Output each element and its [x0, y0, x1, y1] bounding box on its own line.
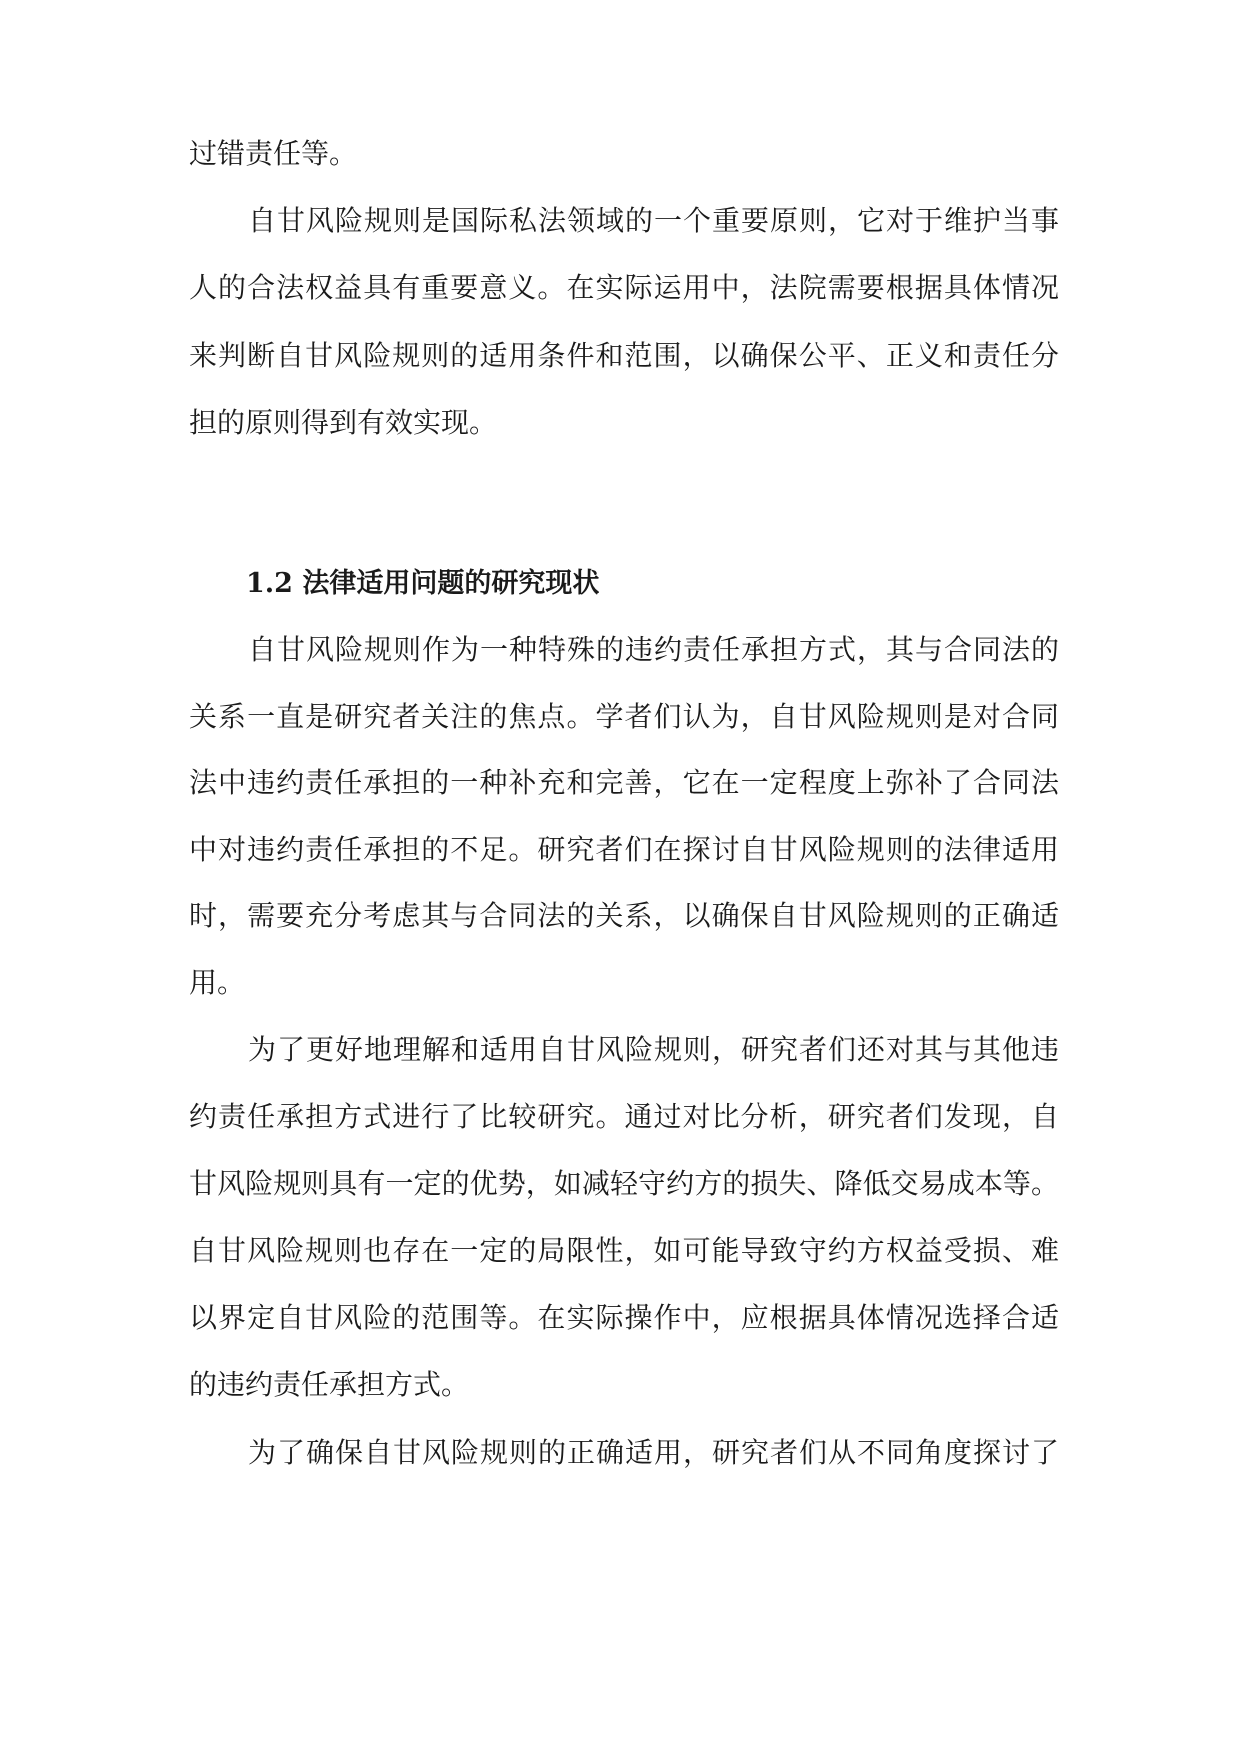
body-text-line: 人的合法权益具有重要意义。在实际运用中，法院需要根据具体情况	[189, 271, 1059, 304]
body-text-line: 自甘风险规则是国际私法领域的一个重要原则，它对于维护当事	[248, 204, 1059, 237]
section-heading: 1.2 法律适用问题的研究现状	[246, 568, 600, 599]
body-text-line: 担的原则得到有效实现。	[189, 406, 498, 439]
body-text-line: 来判断自甘风险规则的适用条件和范围，以确保公平、正义和责任分	[189, 339, 1059, 372]
body-text-line: 为了更好地理解和适用自甘风险规则，研究者们还对其与其他违	[248, 1033, 1059, 1066]
body-text-line: 为了确保自甘风险规则的正确适用，研究者们从不同角度探讨了	[248, 1436, 1059, 1469]
body-text-line: 自甘风险规则也存在一定的局限性，如可能导致守约方权益受损、难	[189, 1234, 1059, 1267]
body-text-line: 自甘风险规则作为一种特殊的违约责任承担方式，其与合同法的	[248, 633, 1059, 666]
body-text-line: 甘风险规则具有一定的优势，如减轻守约方的损失、降低交易成本等。	[189, 1167, 1059, 1200]
body-text-line: 过错责任等。	[189, 137, 358, 170]
body-text-line: 以界定自甘风险的范围等。在实际操作中，应根据具体情况选择合适	[189, 1301, 1059, 1334]
body-text-line: 时，需要充分考虑其与合同法的关系，以确保自甘风险规则的正确适	[189, 899, 1059, 932]
body-text-line: 用。	[189, 966, 246, 999]
body-text-line: 的违约责任承担方式。	[189, 1368, 470, 1401]
body-text-line: 法中违约责任承担的一种补充和完善，它在一定程度上弥补了合同法	[189, 766, 1059, 799]
body-text-line: 约责任承担方式进行了比较研究。通过对比分析，研究者们发现，自	[189, 1100, 1059, 1133]
body-text-line: 中对违约责任承担的不足。研究者们在探讨自甘风险规则的法律适用	[189, 833, 1059, 866]
body-text-line: 关系一直是研究者关注的焦点。学者们认为，自甘风险规则是对合同	[189, 700, 1059, 733]
